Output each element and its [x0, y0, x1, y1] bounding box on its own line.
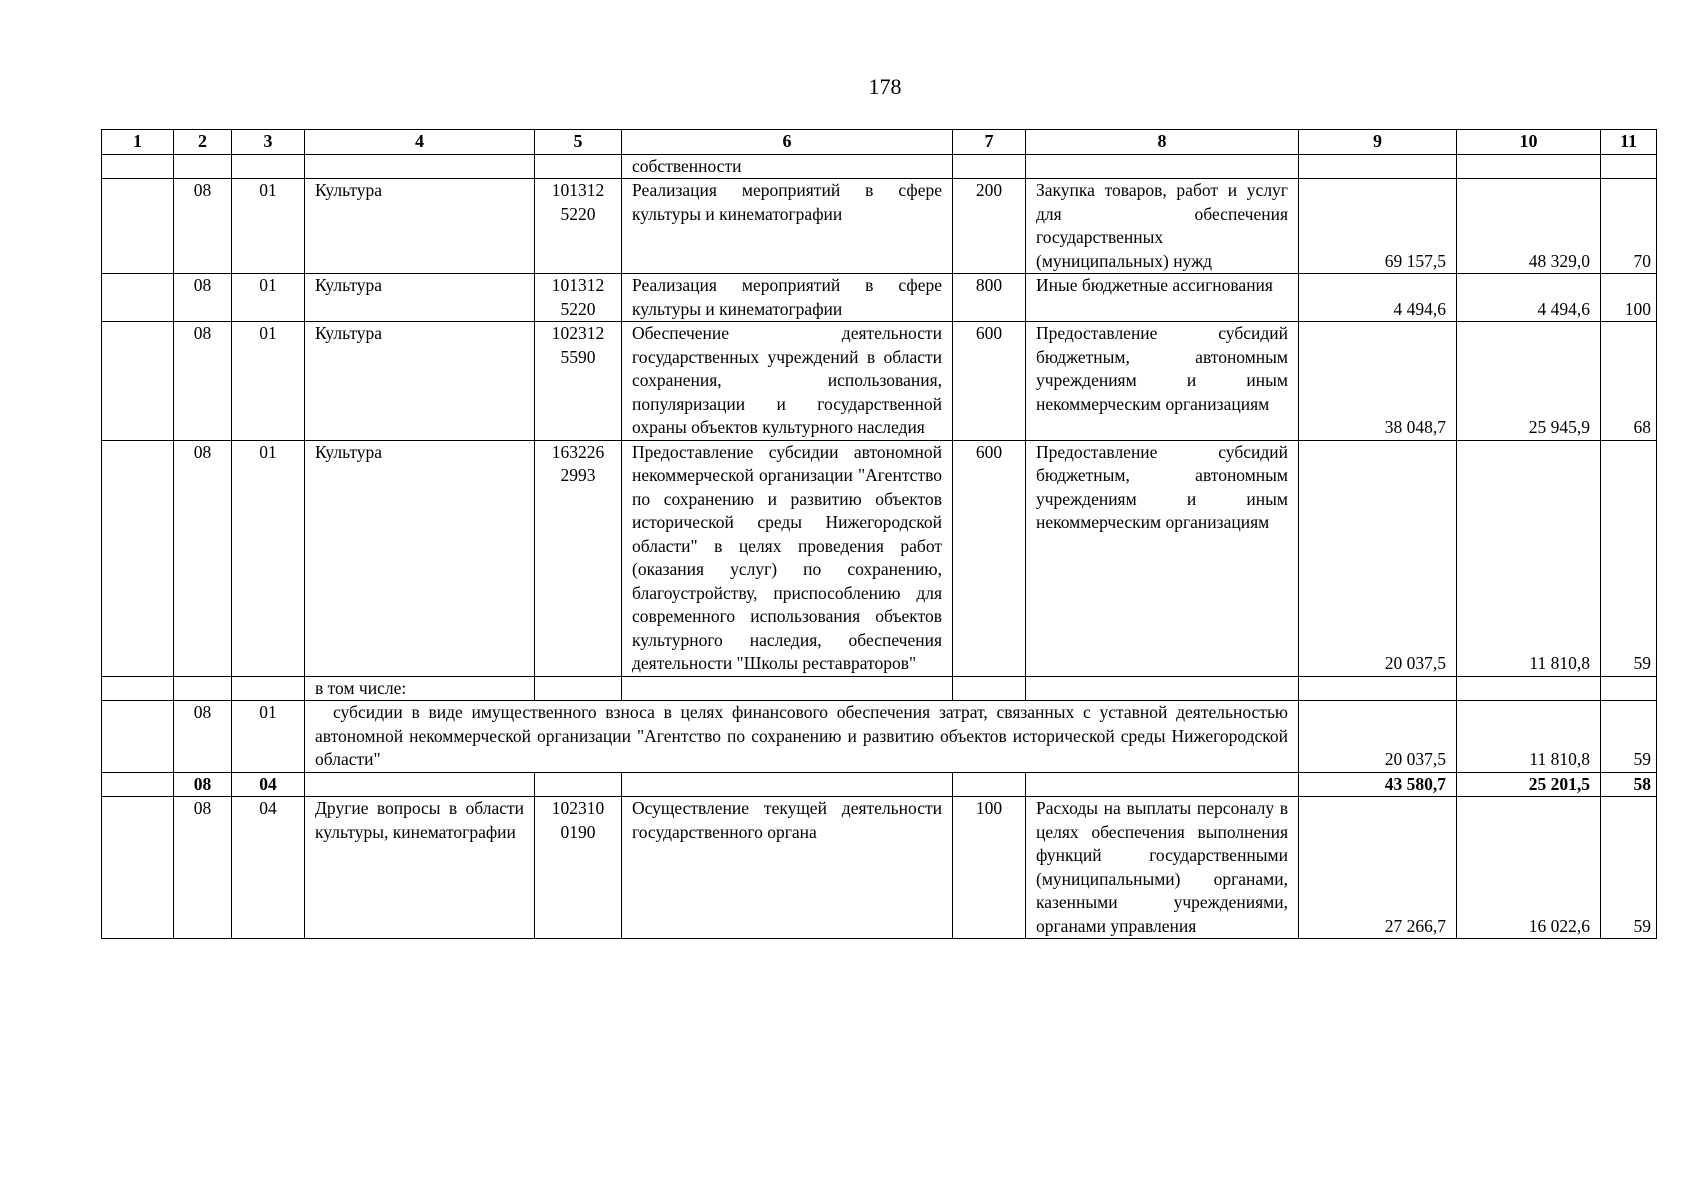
cell-target-name: Обеспечение деятельности государственных учреждений в области сохранения, использования, популяризации и государственной охраны объектов культурного наследия — [622, 322, 953, 441]
cell-target-code: 101312 5220 — [535, 274, 622, 322]
cell-section: 08 — [174, 440, 232, 676]
cell-expense-name: Закупка товаров, работ и услуг для обеспечения государственных (муниципальных) нужд — [1026, 179, 1299, 274]
cell-subsidy-description — [305, 701, 1299, 773]
cell-col1 — [102, 772, 174, 797]
cell-amount-actual: 11 810,8 — [1457, 701, 1601, 773]
table-row-subtotal — [102, 772, 1657, 797]
cell-percent: 59 — [1601, 440, 1657, 676]
cell-subsection: 04 — [232, 772, 305, 797]
cell-amount-plan: 43 580,7 — [1299, 772, 1457, 797]
cell-amount-actual: 11 810,8 — [1457, 440, 1601, 676]
cell-section — [174, 154, 232, 179]
cell-target-name: Реализация мероприятий в сфере культуры и кинематографии — [622, 179, 953, 274]
cell-target-code: 163226 2993 — [535, 440, 622, 676]
table-row — [102, 322, 1657, 441]
table-row — [102, 797, 1657, 939]
cell-amount-plan: 27 266,7 — [1299, 797, 1457, 939]
header-cell: 9 — [1299, 130, 1457, 155]
cell-expense-name: Предоставление субсидий бюджетным, автономным учреждениям и иным некоммерческим организациям — [1026, 440, 1299, 676]
cell-expense-name — [1026, 154, 1299, 179]
cell-expense-name: Расходы на выплаты персоналу в целях обеспечения выполнения функций государственными (муниципальными) органами, казенными учреждениями, органами управления — [1026, 797, 1299, 939]
cell-percent: 70 — [1601, 179, 1657, 274]
cell-section-name — [305, 772, 535, 797]
table-row — [102, 440, 1657, 676]
header-cell: 8 — [1026, 130, 1299, 155]
header-cell: 1 — [102, 130, 174, 155]
cell-target-code — [535, 154, 622, 179]
cell-col1 — [102, 322, 174, 441]
cell-target-name: Осуществление текущей деятельности государственного органа — [622, 797, 953, 939]
cell-amount-plan — [1299, 676, 1457, 701]
subsidy-description-text: субсидии в виде имущественного взноса в целях финансового обеспечения затрат, связанных с уставной деятельностью автономной некоммерческой организации "Агентство по сохранению и развитию объектов исторической среды Нижегородской области" — [315, 702, 1288, 769]
cell-target-name: собственности — [622, 154, 953, 179]
cell-percent: 100 — [1601, 274, 1657, 322]
cell-section: 08 — [174, 179, 232, 274]
cell-amount-actual: 48 329,0 — [1457, 179, 1601, 274]
cell-amount-actual — [1457, 676, 1601, 701]
table-row — [102, 676, 1657, 701]
cell-percent: 59 — [1601, 701, 1657, 773]
cell-col1 — [102, 440, 174, 676]
cell-percent: 59 — [1601, 797, 1657, 939]
table-row — [102, 154, 1657, 179]
cell-amount-plan: 69 157,5 — [1299, 179, 1457, 274]
cell-section-name: Культура — [305, 274, 535, 322]
header-cell: 4 — [305, 130, 535, 155]
cell-section: 08 — [174, 701, 232, 773]
cell-expense-name: Иные бюджетные ассигнования — [1026, 274, 1299, 322]
page-number: 178 — [868, 74, 902, 99]
cell-section-name: в том числе: — [305, 676, 535, 701]
cell-percent — [1601, 154, 1657, 179]
cell-target-name — [622, 676, 953, 701]
cell-section: 08 — [174, 322, 232, 441]
cell-amount-actual: 25 201,5 — [1457, 772, 1601, 797]
table-row — [102, 179, 1657, 274]
header-cell: 3 — [232, 130, 305, 155]
cell-expense-code: 600 — [953, 322, 1026, 441]
cell-section-name — [305, 154, 535, 179]
cell-col1 — [102, 797, 174, 939]
cell-section: 08 — [174, 274, 232, 322]
budget-table — [101, 129, 1657, 939]
header-cell: 5 — [535, 130, 622, 155]
cell-expense-code — [953, 676, 1026, 701]
cell-subsection: 01 — [232, 440, 305, 676]
cell-section: 08 — [174, 772, 232, 797]
header-cell: 7 — [953, 130, 1026, 155]
cell-col1 — [102, 676, 174, 701]
cell-amount-actual: 25 945,9 — [1457, 322, 1601, 441]
cell-target-code — [535, 676, 622, 701]
header-cell: 10 — [1457, 130, 1601, 155]
cell-percent — [1601, 676, 1657, 701]
cell-target-name: Реализация мероприятий в сфере культуры и кинематографии — [622, 274, 953, 322]
cell-expense-code: 100 — [953, 797, 1026, 939]
table-row — [102, 274, 1657, 322]
cell-section: 08 — [174, 797, 232, 939]
cell-col1 — [102, 274, 174, 322]
cell-subsection — [232, 154, 305, 179]
cell-percent: 68 — [1601, 322, 1657, 441]
cell-subsection — [232, 676, 305, 701]
cell-target-code — [535, 772, 622, 797]
cell-target-code: 101312 5220 — [535, 179, 622, 274]
cell-expense-code: 200 — [953, 179, 1026, 274]
cell-expense-name — [1026, 676, 1299, 701]
cell-target-code: 102310 0190 — [535, 797, 622, 939]
cell-section-name: Культура — [305, 322, 535, 441]
header-cell: 6 — [622, 130, 953, 155]
cell-target-name — [622, 772, 953, 797]
cell-subsection: 01 — [232, 274, 305, 322]
cell-amount-actual: 4 494,6 — [1457, 274, 1601, 322]
cell-amount-actual — [1457, 154, 1601, 179]
table-row-subsidy-detail — [102, 701, 1657, 773]
cell-amount-plan: 4 494,6 — [1299, 274, 1457, 322]
cell-subsection: 01 — [232, 179, 305, 274]
cell-section-name: Культура — [305, 179, 535, 274]
cell-percent: 58 — [1601, 772, 1657, 797]
cell-amount-actual: 16 022,6 — [1457, 797, 1601, 939]
cell-subsection: 01 — [232, 701, 305, 773]
cell-amount-plan: 20 037,5 — [1299, 440, 1457, 676]
cell-amount-plan — [1299, 154, 1457, 179]
cell-target-code: 102312 5590 — [535, 322, 622, 441]
cell-expense-name: Предоставление субсидий бюджетным, автономным учреждениям и иным некоммерческим организациям — [1026, 322, 1299, 441]
cell-expense-code — [953, 772, 1026, 797]
cell-subsection: 01 — [232, 322, 305, 441]
cell-target-name: Предоставление субсидии автономной некоммерческой организации "Агентство по сохранению и развитию объектов исторической среды Нижегородской области" в целях проведения работ (оказания услуг) по сохранению, благоустройству, приспособлению для современного использования объектов культурного наследия, обеспечения деятельности "Школы реставраторов" — [622, 440, 953, 676]
header-row — [102, 130, 1657, 155]
cell-expense-code: 800 — [953, 274, 1026, 322]
cell-subsection: 04 — [232, 797, 305, 939]
header-cell: 11 — [1601, 130, 1657, 155]
cell-expense-code: 600 — [953, 440, 1026, 676]
cell-col1 — [102, 179, 174, 274]
cell-section-name: Культура — [305, 440, 535, 676]
cell-amount-plan: 38 048,7 — [1299, 322, 1457, 441]
header-cell: 2 — [174, 130, 232, 155]
cell-expense-code — [953, 154, 1026, 179]
cell-section — [174, 676, 232, 701]
cell-section-name: Другие вопросы в области культуры, кинематографии — [305, 797, 535, 939]
cell-col1 — [102, 701, 174, 773]
cell-expense-name — [1026, 772, 1299, 797]
cell-amount-plan: 20 037,5 — [1299, 701, 1457, 773]
cell-col1 — [102, 154, 174, 179]
